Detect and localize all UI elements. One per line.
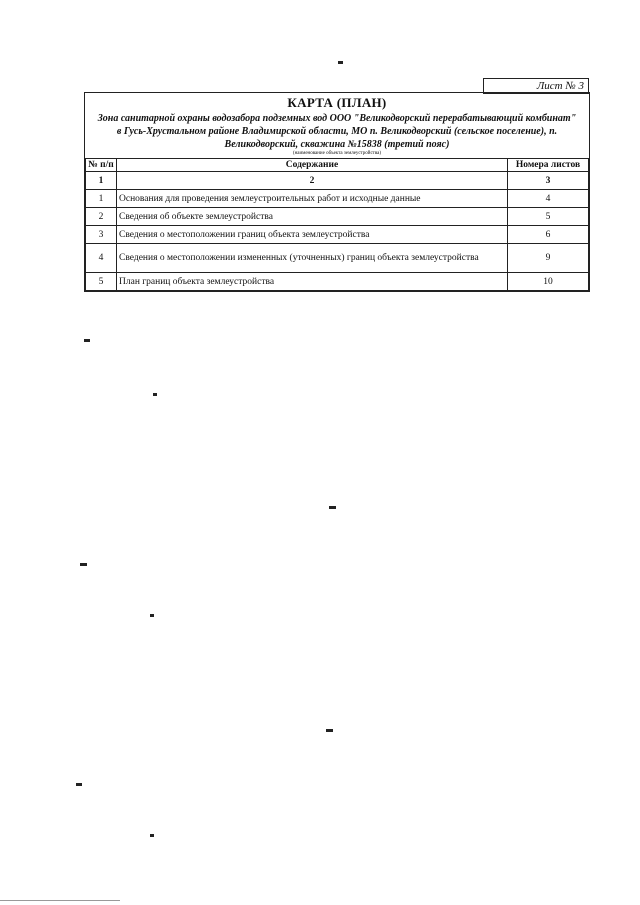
header-num: № п/п: [86, 159, 117, 172]
table-row: [86, 226, 589, 244]
row-num: 4: [86, 244, 117, 273]
scan-artifact: [150, 834, 154, 837]
row-content: План границ объекта землеустройства: [117, 273, 508, 291]
row-content: Сведения об объекте землеустройства: [117, 208, 508, 226]
row-sheets: 5: [508, 208, 589, 226]
row-sheets: 9: [508, 244, 589, 273]
header-content: Содержание: [117, 159, 508, 172]
row-sheets: 10: [508, 273, 589, 291]
zone-description: Зона санитарной охраны водозабора подземных вод ООО "Великодворский перерабатывающий комбинат" в Гусь-Хрустальном районе Владимирской области, МО п. Великодворский (сельское поселение), п. Великодворский, скважина №15838 (третий пояс): [97, 113, 577, 150]
scan-artifact: [80, 563, 87, 566]
index-content: 2: [117, 172, 508, 190]
table-row: [86, 208, 589, 226]
row-num: 5: [86, 273, 117, 291]
scan-artifact: [153, 393, 157, 396]
table-index-row: [86, 172, 589, 190]
table-row: [86, 244, 589, 273]
scan-artifact: [76, 783, 82, 786]
table-row: [86, 273, 589, 291]
row-content: Сведения о местоположении границ объекта землеустройства: [117, 226, 508, 244]
map-plan-frame: [84, 92, 590, 292]
index-num: 1: [86, 172, 117, 190]
sheet-number: Лист № 3: [483, 78, 589, 94]
table-header-row: [86, 159, 589, 172]
row-sheets: 4: [508, 190, 589, 208]
header-sheets: Номера листов: [508, 159, 589, 172]
scan-artifact: [84, 339, 90, 342]
row-content: Основания для проведения землеустроительных работ и исходные данные: [117, 190, 508, 208]
page-title: КАРТА (ПЛАН): [287, 95, 387, 110]
object-caption: (наименование объекта землеустройства): [292, 151, 382, 156]
row-num: 2: [86, 208, 117, 226]
row-sheets: 6: [508, 226, 589, 244]
scan-artifact: [326, 729, 333, 732]
contents-table: [85, 158, 589, 291]
scan-artifact: [150, 614, 154, 617]
row-content: Сведения о местоположении измененных (уточненных) границ объекта землеустройства: [117, 244, 508, 273]
scan-artifact: [0, 900, 120, 901]
index-sheets: 3: [508, 172, 589, 190]
row-num: 3: [86, 226, 117, 244]
scan-artifact: [338, 61, 343, 64]
scan-artifact: [329, 506, 336, 509]
row-num: 1: [86, 190, 117, 208]
table-row: [86, 190, 589, 208]
